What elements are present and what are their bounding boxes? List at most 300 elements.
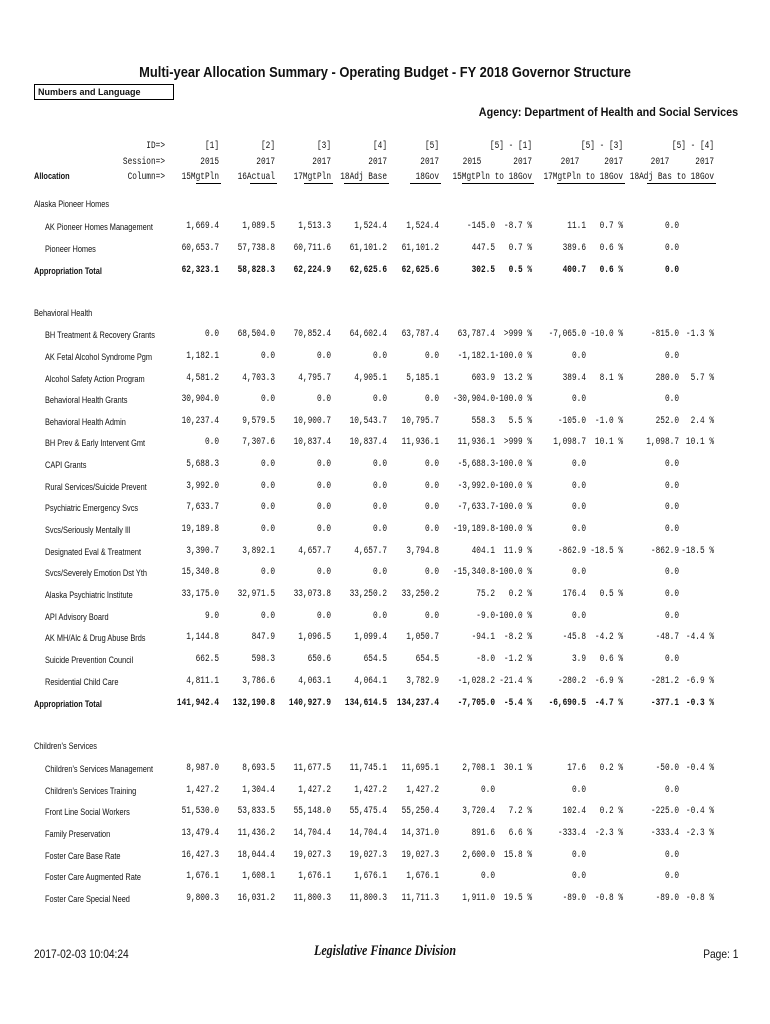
value-cell: 0.0 [372, 502, 387, 513]
section-title: Behavioral Health [34, 308, 93, 318]
value-cell: 4,905.1 [354, 373, 387, 384]
value-cell: 0.0 [316, 611, 331, 622]
value-cell: 1,676.1 [354, 871, 387, 882]
diff-amount-cell: 0.0 [571, 481, 586, 492]
allocation-label: Psychiatric Emergency Svcs [45, 503, 139, 513]
value-cell: 11,695.1 [401, 763, 439, 774]
diff-amount-cell: 252.0 [655, 416, 679, 427]
diff-amount-cell: 2,600.0 [462, 850, 495, 861]
diff-amount-cell: 0.0 [571, 459, 586, 470]
diff-amount-cell: -5,688.3 [457, 459, 495, 470]
value-cell: 9,579.5 [242, 416, 275, 427]
header-diff-id: [5] - [1] [489, 141, 532, 152]
value-cell: 654.5 [363, 654, 387, 665]
value-cell: 0.0 [260, 351, 275, 362]
value-cell: 140,927.9 [288, 698, 331, 709]
value-cell: 10,237.4 [181, 416, 219, 427]
allocation-label: Residential Child Care [45, 677, 119, 687]
value-cell: 55,250.4 [401, 806, 439, 817]
diff-percent-cell: -4.4 % [685, 632, 714, 643]
diff-amount-cell: 102.4 [562, 806, 586, 817]
allocation-label: BH Treatment & Recovery Grants [45, 330, 155, 340]
value-cell: 7,307.6 [242, 437, 275, 448]
allocation-label: AK Pioneer Homes Management [45, 222, 153, 232]
value-cell: 1,427.2 [298, 785, 331, 796]
diff-percent-cell: -6.9 % [594, 676, 623, 687]
header-col-session: 2017 [420, 157, 439, 168]
allocation-label: Designated Eval & Treatment [45, 547, 141, 557]
value-cell: 33,250.2 [349, 589, 387, 600]
value-cell: 3,390.7 [186, 546, 219, 557]
diff-percent-cell: 6.6 % [508, 828, 532, 839]
header-diff-session-b: 2017 [513, 157, 532, 168]
diff-percent-cell: -1.3 % [685, 329, 714, 340]
diff-amount-cell: -280.2 [557, 676, 586, 687]
value-cell: 598.3 [251, 654, 275, 665]
value-cell: 61,101.2 [349, 243, 387, 254]
diff-percent-cell: 10.1 % [594, 437, 623, 448]
diff-amount-cell: -48.7 [655, 632, 679, 643]
header-col-id: [1] [204, 141, 219, 152]
value-cell: 0.0 [424, 524, 439, 535]
diff-amount-cell: 3.9 [571, 654, 586, 665]
diff-percent-cell: 19.5 % [503, 893, 532, 904]
value-cell: 4,657.7 [354, 546, 387, 557]
header-col-name: 18Adj Base [340, 172, 387, 183]
diff-amount-cell: 302.5 [471, 265, 495, 276]
value-cell: 16,031.2 [237, 893, 275, 904]
value-cell: 10,837.4 [349, 437, 387, 448]
value-cell: 654.5 [415, 654, 439, 665]
value-cell: 14,704.4 [349, 828, 387, 839]
value-cell: 64,602.4 [349, 329, 387, 340]
diff-percent-cell: -10.0 % [590, 329, 623, 340]
header-col-session: 2015 [200, 157, 219, 168]
value-cell: 11,711.3 [401, 893, 439, 904]
diff-amount-cell: 447.5 [471, 243, 495, 254]
value-cell: 3,786.6 [242, 676, 275, 687]
value-cell: 19,189.8 [181, 524, 219, 535]
header-col-session: 2017 [256, 157, 275, 168]
header-diff-name: 18Adj Bas to 18Gov [629, 172, 714, 183]
diff-percent-cell: >999 % [503, 437, 532, 448]
header-diff-name: 17MgtPln to 18Gov [543, 172, 623, 183]
diff-percent-cell: 2.4 % [690, 416, 714, 427]
diff-amount-cell: 176.4 [562, 589, 586, 600]
value-cell: 1,676.1 [186, 871, 219, 882]
diff-percent-cell: -1.0 % [594, 416, 623, 427]
diff-percent-cell: 0.6 % [599, 654, 623, 665]
diff-amount-cell: -377.1 [650, 698, 679, 709]
value-cell: 33,073.8 [293, 589, 331, 600]
value-cell: 5,185.1 [406, 373, 439, 384]
header-underline [344, 183, 389, 184]
value-cell: 19,027.3 [401, 850, 439, 861]
diff-amount-cell: -862.9 [650, 546, 679, 557]
appropriation-total-label: Appropriation Total [34, 699, 102, 709]
header-diff-session-a: 2017 [560, 157, 580, 168]
value-cell: 55,148.0 [293, 806, 331, 817]
value-cell: 0.0 [316, 524, 331, 535]
diff-percent-cell: 7.2 % [508, 806, 532, 817]
value-cell: 0.0 [372, 481, 387, 492]
diff-percent-cell: 5.7 % [690, 373, 714, 384]
allocation-label: Children's Services Management [45, 764, 154, 774]
header-allocation-label: Allocation [34, 171, 70, 181]
value-cell: 0.0 [316, 502, 331, 513]
value-cell: 0.0 [204, 329, 219, 340]
diff-amount-cell: -1,182.1 [457, 351, 495, 362]
value-cell: 3,782.9 [406, 676, 439, 687]
diff-percent-cell: 10.1 % [685, 437, 714, 448]
value-cell: 58,828.3 [237, 265, 275, 276]
allocation-label: Suicide Prevention Council [45, 655, 134, 665]
diff-amount-cell: 11.1 [567, 221, 586, 232]
value-cell: 62,625.6 [349, 265, 387, 276]
diff-amount-cell: -7,633.7 [457, 502, 495, 513]
value-cell: 13,479.4 [181, 828, 219, 839]
diff-percent-cell: -0.4 % [685, 806, 714, 817]
report-title: Multi-year Allocation Summary - Operating Budget - FY 2018 Governor Structure [139, 64, 631, 81]
header-col-id: [2] [260, 141, 275, 152]
allocation-label: Alcohol Safety Action Program [45, 374, 145, 384]
appropriation-total-label: Appropriation Total [34, 266, 102, 276]
diff-percent-cell: -18.5 % [681, 546, 714, 557]
diff-amount-cell: 0.0 [664, 785, 679, 796]
diff-amount-cell: -45.8 [562, 632, 586, 643]
diff-percent-cell: 30.1 % [503, 763, 532, 774]
value-cell: 10,900.7 [293, 416, 331, 427]
diff-percent-cell: -8.2 % [503, 632, 532, 643]
allocation-label: AK Fetal Alcohol Syndrome Pgm [45, 352, 153, 362]
diff-percent-cell: -100.0 % [494, 611, 532, 622]
diff-percent-cell: -5.4 % [503, 698, 532, 709]
header-underline [196, 183, 221, 184]
section-title: Children's Services [34, 741, 97, 751]
header-diff-session-a: 2017 [650, 157, 670, 168]
allocation-label: Children's Services Training [45, 786, 137, 796]
value-cell: 1,676.1 [406, 871, 439, 882]
allocation-label: Foster Care Base Rate [45, 851, 121, 861]
header-diff-session-b: 2017 [695, 157, 714, 168]
header-col-id: [4] [372, 141, 387, 152]
diff-percent-cell: -4.2 % [594, 632, 623, 643]
value-cell: 1,427.2 [186, 785, 219, 796]
value-cell: 53,833.5 [237, 806, 275, 817]
diff-amount-cell: -1,028.2 [457, 676, 495, 687]
value-cell: 11,936.1 [401, 437, 439, 448]
diff-amount-cell: 17.6 [567, 763, 586, 774]
diff-amount-cell: -333.4 [650, 828, 679, 839]
value-cell: 60,653.7 [181, 243, 219, 254]
value-cell: 62,224.9 [293, 265, 331, 276]
value-cell: 0.0 [316, 459, 331, 470]
value-cell: 11,800.3 [349, 893, 387, 904]
header-diff-id: [5] - [4] [671, 141, 714, 152]
diff-percent-cell: >999 % [503, 329, 532, 340]
diff-percent-cell: -2.3 % [685, 828, 714, 839]
diff-amount-cell: -6,690.5 [548, 698, 586, 709]
value-cell: 0.0 [424, 502, 439, 513]
value-cell: 7,633.7 [186, 502, 219, 513]
diff-amount-cell: 0.0 [664, 850, 679, 861]
diff-amount-cell: 0.0 [664, 221, 679, 232]
diff-percent-cell: -100.0 % [494, 524, 532, 535]
value-cell: 0.0 [204, 437, 219, 448]
header-underline [250, 183, 277, 184]
diff-amount-cell: 2,708.1 [462, 763, 495, 774]
value-cell: 0.0 [316, 481, 331, 492]
diff-amount-cell: -3,992.0 [457, 481, 495, 492]
value-cell: 15,340.8 [181, 567, 219, 578]
footer-timestamp: 2017-02-03 10:04:24 [34, 947, 129, 961]
value-cell: 662.5 [195, 654, 219, 665]
value-cell: 847.9 [251, 632, 275, 643]
diff-percent-cell: -2.3 % [594, 828, 623, 839]
value-cell: 4,811.1 [186, 676, 219, 687]
diff-percent-cell: -100.0 % [494, 351, 532, 362]
value-cell: 14,704.4 [293, 828, 331, 839]
diff-percent-cell: 0.2 % [599, 806, 623, 817]
allocation-label: Family Preservation [45, 829, 111, 839]
value-cell: 8,987.0 [186, 763, 219, 774]
allocation-label: Svcs/Severely Emotion Dst Yth [45, 568, 148, 578]
diff-percent-cell: 11.9 % [503, 546, 532, 557]
header-col-id: [5] [424, 141, 439, 152]
diff-amount-cell: 0.0 [664, 394, 679, 405]
diff-amount-cell: 389.4 [562, 373, 586, 384]
value-cell: 1,669.4 [186, 221, 219, 232]
diff-amount-cell: 0.0 [664, 567, 679, 578]
diff-amount-cell: 0.0 [480, 785, 495, 796]
value-cell: 0.0 [424, 611, 439, 622]
diff-amount-cell: -8.0 [476, 654, 495, 665]
diff-amount-cell: 0.0 [571, 394, 586, 405]
value-cell: 33,175.0 [181, 589, 219, 600]
value-cell: 11,436.2 [237, 828, 275, 839]
diff-amount-cell: 0.0 [664, 589, 679, 600]
allocation-label: Foster Care Augmented Rate [45, 872, 141, 882]
diff-percent-cell: 0.5 % [599, 589, 623, 600]
value-cell: 10,795.7 [401, 416, 439, 427]
diff-percent-cell: -100.0 % [494, 567, 532, 578]
value-cell: 10,837.4 [293, 437, 331, 448]
header-col-name: 15MgtPln [181, 172, 219, 183]
diff-percent-cell: 15.8 % [503, 850, 532, 861]
value-cell: 650.6 [307, 654, 331, 665]
value-cell: 62,625.6 [401, 265, 439, 276]
diff-amount-cell: 0.0 [571, 567, 586, 578]
diff-amount-cell: -7,705.0 [457, 698, 495, 709]
value-cell: 4,581.2 [186, 373, 219, 384]
allocation-label: AK MH/Alc & Drug Abuse Brds [45, 633, 146, 643]
diff-amount-cell: -281.2 [650, 676, 679, 687]
value-cell: 0.0 [316, 351, 331, 362]
diff-percent-cell: 0.5 % [508, 265, 532, 276]
value-cell: 61,101.2 [401, 243, 439, 254]
value-cell: 8,693.5 [242, 763, 275, 774]
diff-amount-cell: 0.0 [571, 611, 586, 622]
value-cell: 1,050.7 [406, 632, 439, 643]
diff-amount-cell: 0.0 [480, 871, 495, 882]
diff-amount-cell: -30,904.0 [452, 394, 495, 405]
value-cell: 16,427.3 [181, 850, 219, 861]
diff-amount-cell: 0.0 [664, 265, 679, 276]
value-cell: 14,371.0 [401, 828, 439, 839]
value-cell: 141,942.4 [176, 698, 219, 709]
allocation-label: Svcs/Seriously Mentally Ill [45, 525, 131, 535]
value-cell: 33,250.2 [401, 589, 439, 600]
diff-percent-cell: 0.7 % [508, 243, 532, 254]
diff-percent-cell: 0.2 % [599, 763, 623, 774]
value-cell: 1,099.4 [354, 632, 387, 643]
value-cell: 1,513.3 [298, 221, 331, 232]
diff-amount-cell: -225.0 [650, 806, 679, 817]
diff-percent-cell: -21.4 % [499, 676, 532, 687]
value-cell: 4,795.7 [298, 373, 331, 384]
diff-percent-cell: -0.3 % [685, 698, 714, 709]
value-cell: 0.0 [260, 502, 275, 513]
diff-amount-cell: -50.0 [655, 763, 679, 774]
diff-amount-cell: 0.0 [571, 785, 586, 796]
diff-amount-cell: -333.4 [557, 828, 586, 839]
value-cell: 1,524.4 [354, 221, 387, 232]
diff-amount-cell: 11,936.1 [457, 437, 495, 448]
agency-name: Agency: Department of Health and Social Services [478, 105, 738, 119]
diff-amount-cell: 0.0 [664, 502, 679, 513]
allocation-label: CAPI Grants [45, 460, 87, 470]
report-tag: Numbers and Language [34, 84, 174, 100]
diff-amount-cell: 603.9 [471, 373, 495, 384]
value-cell: 70,852.4 [293, 329, 331, 340]
diff-percent-cell: -0.8 % [685, 893, 714, 904]
allocation-label: Foster Care Special Need [45, 894, 130, 904]
diff-amount-cell: 0.0 [664, 654, 679, 665]
diff-amount-cell: 0.0 [664, 243, 679, 254]
diff-amount-cell: -9.0 [476, 611, 495, 622]
value-cell: 3,794.8 [406, 546, 439, 557]
diff-amount-cell: -89.0 [655, 893, 679, 904]
value-cell: 1,304.4 [242, 785, 275, 796]
header-col-name: 18Gov [415, 172, 439, 183]
diff-amount-cell: 891.6 [471, 828, 495, 839]
diff-amount-cell: 558.3 [471, 416, 495, 427]
diff-amount-cell: 0.0 [571, 850, 586, 861]
diff-amount-cell: 0.0 [664, 459, 679, 470]
value-cell: 11,677.5 [293, 763, 331, 774]
diff-percent-cell: -100.0 % [494, 394, 532, 405]
section-title: Alaska Pioneer Homes [34, 199, 110, 209]
diff-percent-cell: -100.0 % [494, 459, 532, 470]
diff-percent-cell: -0.4 % [685, 763, 714, 774]
allocation-label: Alaska Psychiatric Institute [45, 590, 133, 600]
value-cell: 4,064.1 [354, 676, 387, 687]
value-cell: 3,892.1 [242, 546, 275, 557]
diff-amount-cell: 280.0 [655, 373, 679, 384]
diff-percent-cell: -18.5 % [590, 546, 623, 557]
value-cell: 0.0 [260, 524, 275, 535]
diff-amount-cell: 0.0 [571, 502, 586, 513]
diff-amount-cell: -862.9 [557, 546, 586, 557]
header-col-session: 2017 [368, 157, 387, 168]
value-cell: 0.0 [372, 459, 387, 470]
header-underline [647, 183, 716, 184]
value-cell: 60,711.6 [293, 243, 331, 254]
value-cell: 1,096.5 [298, 632, 331, 643]
diff-amount-cell: 63,787.4 [457, 329, 495, 340]
diff-amount-cell: -105.0 [557, 416, 586, 427]
diff-percent-cell: -100.0 % [494, 502, 532, 513]
diff-amount-cell: -94.1 [471, 632, 495, 643]
value-cell: 0.0 [424, 459, 439, 470]
header-diff-id: [5] - [3] [580, 141, 623, 152]
diff-amount-cell: 0.0 [664, 351, 679, 362]
value-cell: 0.0 [372, 611, 387, 622]
header-diff-session-a: 2015 [462, 157, 482, 168]
value-cell: 18,044.4 [237, 850, 275, 861]
value-cell: 134,237.4 [396, 698, 439, 709]
diff-amount-cell: 0.0 [664, 481, 679, 492]
value-cell: 0.0 [424, 351, 439, 362]
value-cell: 1,182.1 [186, 351, 219, 362]
value-cell: 1,676.1 [298, 871, 331, 882]
header-col-name: 17MgtPln [293, 172, 331, 183]
diff-amount-cell: 1,098.7 [553, 437, 586, 448]
value-cell: 55,475.4 [349, 806, 387, 817]
diff-amount-cell: 0.0 [664, 524, 679, 535]
value-cell: 4,063.1 [298, 676, 331, 687]
allocation-label: BH Prev & Early Intervent Gmt [45, 438, 146, 448]
diff-amount-cell: -145.0 [466, 221, 495, 232]
header-diff-name: 15MgtPln to 18Gov [452, 172, 532, 183]
diff-amount-cell: 0.0 [571, 524, 586, 535]
value-cell: 134,614.5 [344, 698, 387, 709]
diff-percent-cell: 13.2 % [503, 373, 532, 384]
value-cell: 9.0 [204, 611, 219, 622]
header-col-name: 16Actual [237, 172, 275, 183]
value-cell: 0.0 [424, 481, 439, 492]
header-underline [410, 183, 441, 184]
allocation-label: Behavioral Health Grants [45, 395, 128, 405]
diff-percent-cell: -4.7 % [594, 698, 623, 709]
value-cell: 0.0 [424, 567, 439, 578]
diff-percent-cell: -100.0 % [494, 481, 532, 492]
header-underline [462, 183, 534, 184]
value-cell: 10,543.7 [349, 416, 387, 427]
value-cell: 1,427.2 [354, 785, 387, 796]
diff-amount-cell: 400.7 [562, 265, 586, 276]
allocation-label: API Advisory Board [45, 612, 109, 622]
diff-amount-cell: 75.2 [476, 589, 495, 600]
value-cell: 0.0 [260, 394, 275, 405]
footer-page: Page: 1 [702, 947, 738, 961]
value-cell: 4,703.3 [242, 373, 275, 384]
value-cell: 0.0 [260, 459, 275, 470]
diff-percent-cell: 0.6 % [599, 243, 623, 254]
value-cell: 0.0 [372, 394, 387, 405]
header-id-label: ID=> [146, 141, 165, 152]
value-cell: 0.0 [372, 351, 387, 362]
value-cell: 0.0 [316, 567, 331, 578]
header-col-session: 2017 [312, 157, 331, 168]
diff-percent-cell: 0.2 % [508, 589, 532, 600]
header-underline [304, 183, 333, 184]
diff-amount-cell: -815.0 [650, 329, 679, 340]
diff-percent-cell: -0.8 % [594, 893, 623, 904]
value-cell: 51,530.0 [181, 806, 219, 817]
diff-amount-cell: 389.6 [562, 243, 586, 254]
value-cell: 0.0 [372, 524, 387, 535]
